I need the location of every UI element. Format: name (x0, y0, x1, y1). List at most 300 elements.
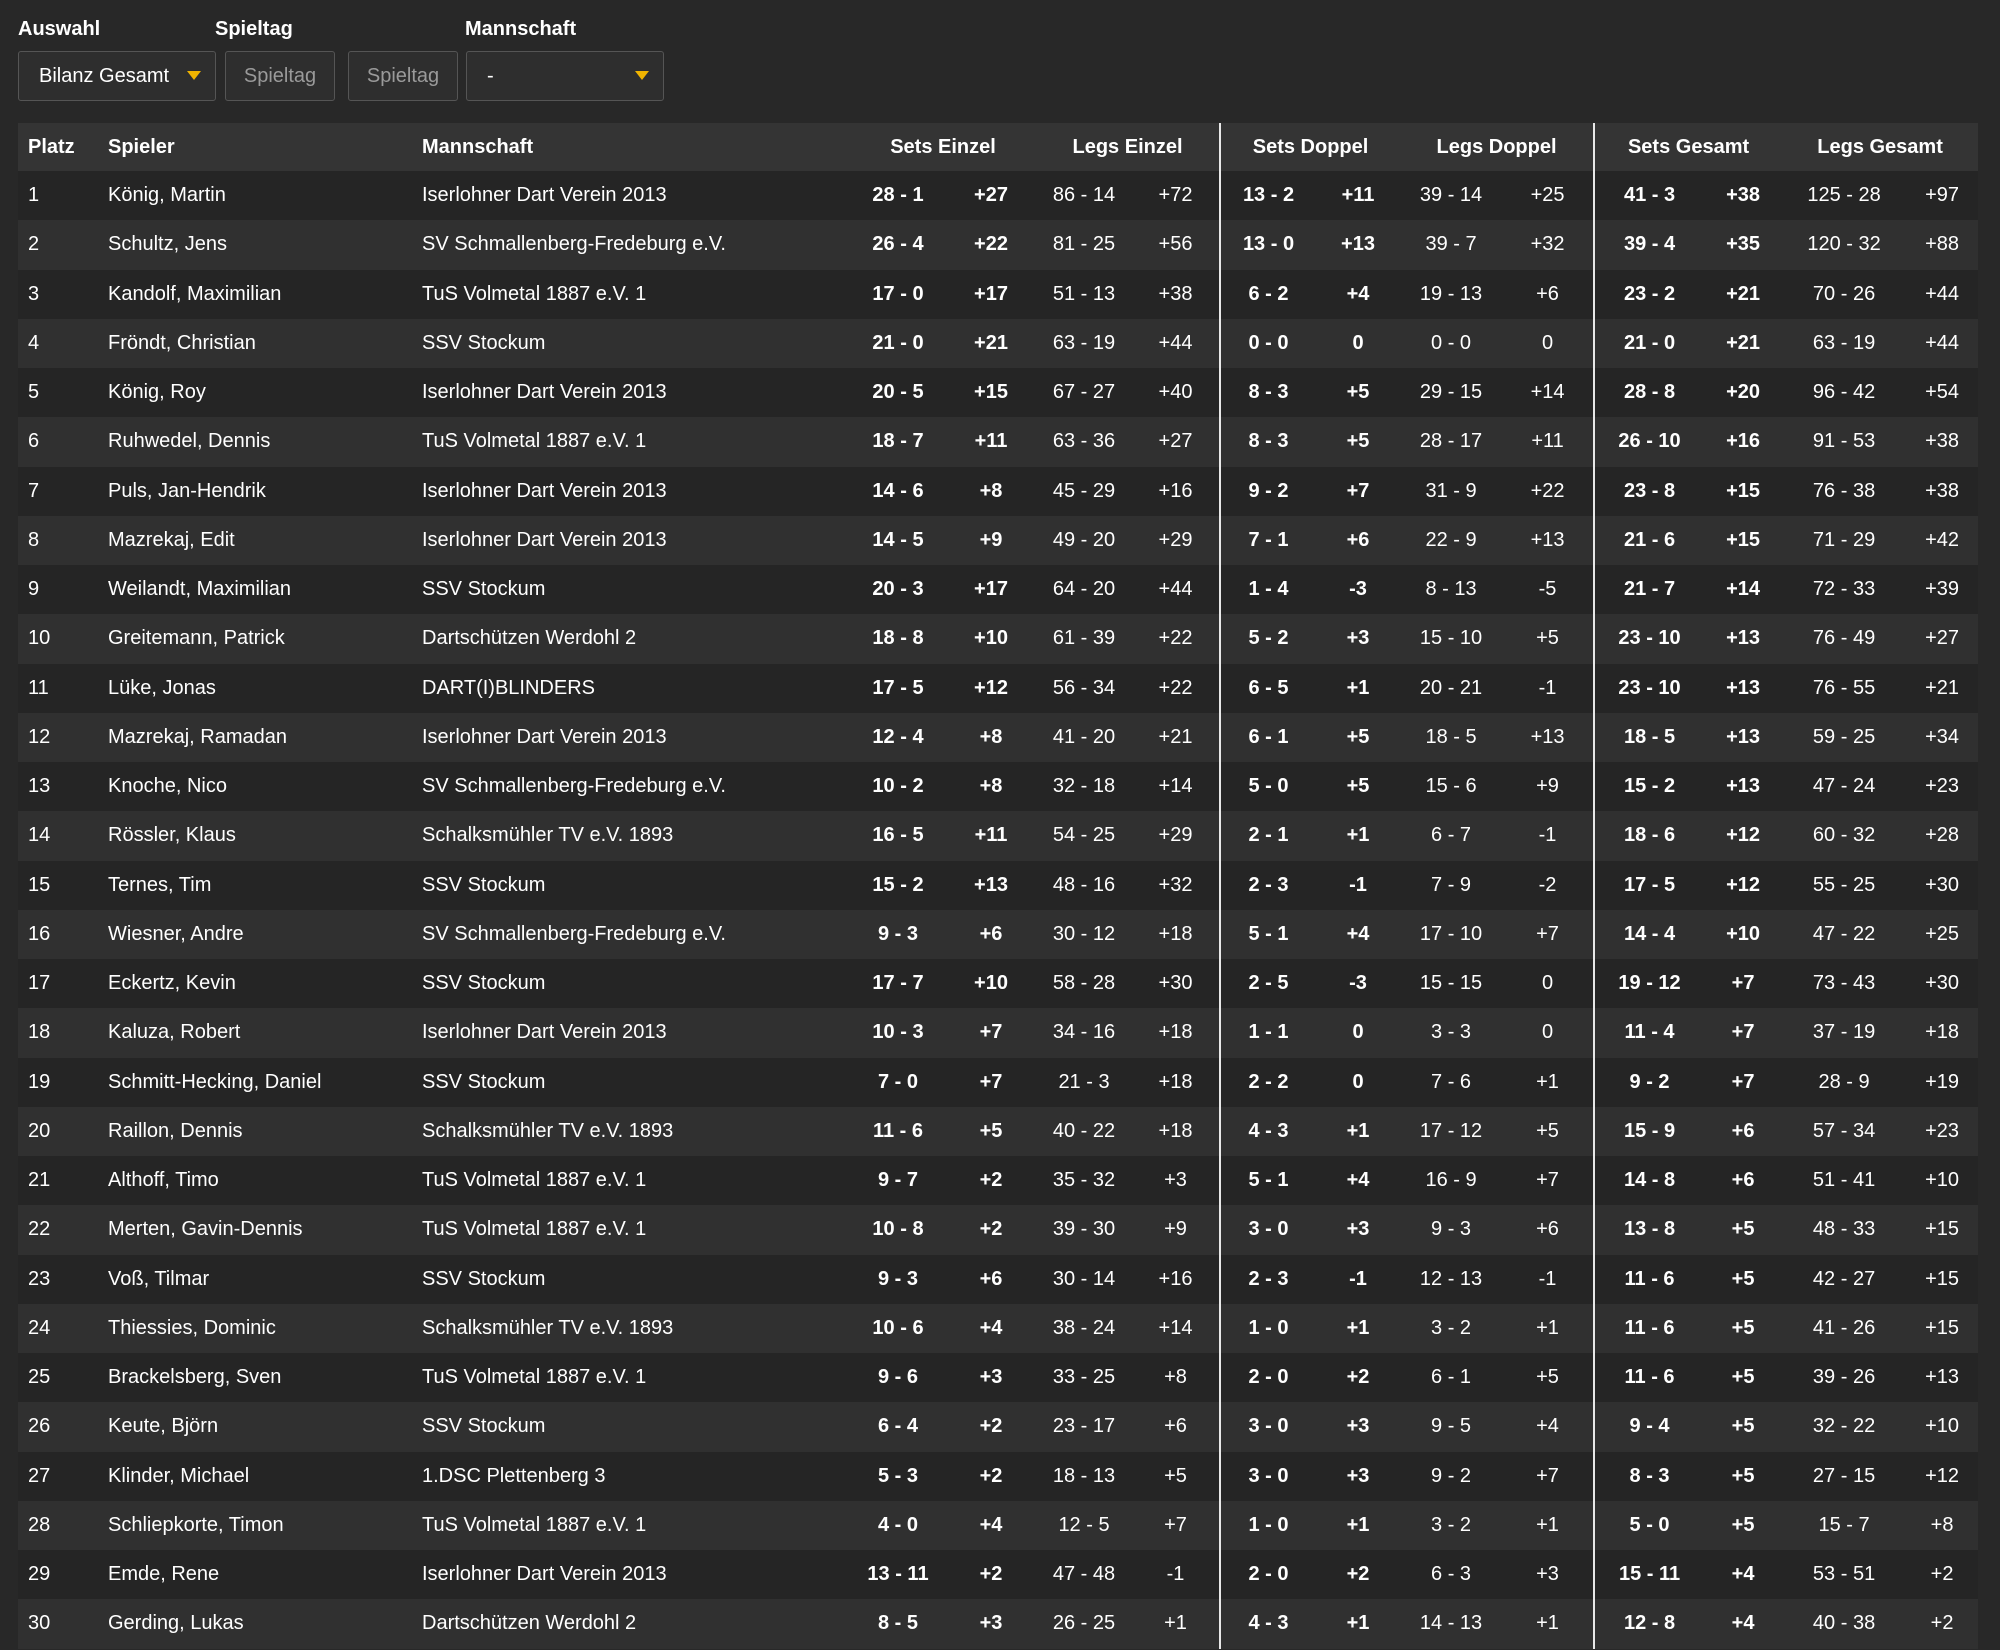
cell-sets-einzel-diff: +21 (974, 331, 1008, 354)
table-row[interactable] (18, 1008, 1978, 1057)
table-row[interactable] (18, 910, 1978, 959)
cell-legs-doppel: 17 - 10 (1419, 922, 1483, 945)
cell-legs-einzel: 32 - 18 (1052, 775, 1116, 798)
cell-sets-gesamt: 23 - 8 (1594, 467, 1704, 516)
cell-sets-gesamt-diff: +15 (1726, 528, 1761, 551)
cell-legs-gesamt-diff: +39 (1925, 578, 1960, 601)
cell-sets-doppel: 7 - 1 (1220, 516, 1316, 565)
cell-spieler: Greitemann, Patrick (108, 627, 285, 650)
cell-legs-doppel-diff: +25 (1530, 184, 1565, 207)
table-row[interactable] (18, 319, 1978, 368)
cell-sets-gesamt: 11 - 6 (1594, 1255, 1704, 1304)
cell-legs-doppel-diff: +13 (1530, 725, 1565, 748)
cell-legs-gesamt: 42 - 27 (1812, 1267, 1876, 1290)
cell-legs-doppel-diff: -2 (1538, 873, 1557, 896)
cell-sets-doppel-diff: +3 (1346, 627, 1370, 650)
cell-sets-doppel-diff: 0 (1352, 331, 1364, 354)
cell-legs-doppel-diff: 0 (1541, 331, 1554, 354)
cell-sets-einzel: 11 - 6 (872, 1119, 924, 1142)
chevron-down-icon (635, 71, 649, 80)
cell-sets-doppel: 2 - 5 (1220, 959, 1316, 1008)
cell-legs-einzel: 39 - 30 (1052, 1218, 1116, 1241)
cell-legs-einzel-diff: +38 (1158, 282, 1193, 305)
cell-legs-gesamt: 28 - 9 (1818, 1070, 1870, 1093)
cell-sets-gesamt-diff: +5 (1731, 1366, 1755, 1389)
cell-sets-einzel-diff: +17 (974, 578, 1008, 601)
cell-legs-doppel: 29 - 15 (1419, 381, 1483, 404)
cell-legs-einzel-diff: +29 (1158, 528, 1193, 551)
cell-sets-einzel: 5 - 3 (877, 1464, 919, 1487)
cell-legs-einzel: 67 - 27 (1052, 381, 1116, 404)
cell-legs-einzel-diff: +44 (1158, 331, 1193, 354)
cell-mannschaft: TuS Volmetal 1887 e.V. 1 (422, 282, 647, 305)
cell-legs-einzel-diff: +29 (1158, 824, 1193, 847)
cell-sets-gesamt: 39 - 4 (1594, 220, 1704, 269)
cell-legs-gesamt: 63 - 19 (1812, 331, 1876, 354)
table-row[interactable] (18, 811, 1978, 860)
cell-mannschaft: SV Schmallenberg-Fredeburg e.V. (422, 922, 726, 945)
cell-sets-einzel: 14 - 6 (872, 479, 924, 502)
cell-sets-einzel-diff: +17 (974, 282, 1008, 305)
cell-platz: 21 (28, 1169, 51, 1192)
cell-spieler: Rössler, Klaus (108, 824, 236, 847)
cell-platz: 30 (28, 1612, 51, 1635)
table-row[interactable] (18, 1156, 1978, 1205)
cell-spieler: Thiessies, Dominic (108, 1316, 276, 1339)
cell-platz: 4 (28, 331, 40, 354)
cell-legs-einzel-diff: +18 (1158, 1070, 1193, 1093)
cell-spieler: Lüke, Jonas (108, 676, 216, 699)
cell-sets-doppel-diff: -3 (1349, 578, 1367, 601)
cell-legs-doppel-diff: +14 (1530, 381, 1565, 404)
cell-sets-doppel-diff: +3 (1346, 1218, 1370, 1241)
cell-mannschaft: 1.DSC Plettenberg 3 (422, 1464, 606, 1487)
cell-legs-einzel-diff: +40 (1158, 381, 1193, 404)
cell-sets-doppel: 8 - 3 (1220, 417, 1316, 466)
cell-sets-doppel-diff: +3 (1346, 1415, 1370, 1438)
cell-legs-doppel-diff: +5 (1536, 627, 1559, 650)
cell-legs-doppel: 3 - 2 (1431, 1316, 1472, 1339)
cell-legs-doppel: 20 - 21 (1419, 676, 1483, 699)
cell-legs-gesamt-diff: +19 (1925, 1070, 1960, 1093)
table-row[interactable] (18, 1501, 1978, 1550)
spieltag-to-input[interactable] (348, 51, 458, 101)
table-row[interactable] (18, 270, 1978, 319)
cell-mannschaft: TuS Volmetal 1887 e.V. 1 (422, 1513, 647, 1536)
cell-sets-doppel-diff: +1 (1346, 1612, 1370, 1635)
cell-legs-gesamt-diff: +12 (1925, 1464, 1960, 1487)
cell-sets-doppel-diff: +5 (1346, 381, 1370, 404)
cell-sets-gesamt-diff: +13 (1726, 676, 1761, 699)
cell-legs-gesamt: 72 - 33 (1812, 578, 1876, 601)
cell-sets-einzel-diff: +6 (979, 922, 1003, 945)
cell-platz: 15 (28, 873, 51, 896)
cell-sets-einzel: 21 - 0 (872, 331, 924, 354)
cell-sets-einzel: 18 - 8 (872, 627, 924, 650)
cell-legs-gesamt-diff: +8 (1930, 1513, 1954, 1536)
cell-sets-gesamt: 13 - 8 (1594, 1205, 1704, 1254)
table-row[interactable] (18, 516, 1978, 565)
cell-legs-doppel: 9 - 3 (1431, 1218, 1472, 1241)
cell-sets-doppel-diff: +2 (1346, 1563, 1370, 1586)
header-legs-einzel[interactable]: Legs Einzel (1072, 135, 1183, 158)
cell-sets-gesamt: 14 - 4 (1594, 910, 1704, 959)
auswahl-label: Auswahl (18, 18, 101, 40)
cell-platz: 1 (28, 184, 40, 207)
cell-sets-doppel: 2 - 3 (1220, 1255, 1316, 1304)
cell-legs-doppel: 31 - 9 (1425, 479, 1477, 502)
table-row[interactable] (18, 467, 1978, 516)
cell-mannschaft: Schalksmühler TV e.V. 1893 (422, 824, 674, 847)
cell-sets-einzel-diff: +6 (979, 1267, 1003, 1290)
cell-sets-gesamt-diff: +4 (1731, 1612, 1755, 1635)
header-sets-einzel[interactable]: Sets Einzel (890, 135, 996, 158)
cell-sets-gesamt: 23 - 2 (1594, 270, 1704, 319)
cell-legs-einzel: 30 - 12 (1052, 922, 1116, 945)
chevron-down-icon (187, 71, 201, 80)
cell-mannschaft: SSV Stockum (422, 331, 546, 354)
cell-legs-einzel: 18 - 13 (1052, 1464, 1116, 1487)
cell-mannschaft: SV Schmallenberg-Fredeburg e.V. (422, 775, 726, 798)
cell-legs-einzel: 40 - 22 (1052, 1119, 1116, 1142)
cell-sets-doppel: 2 - 1 (1220, 811, 1316, 860)
cell-sets-doppel: 3 - 0 (1220, 1402, 1316, 1451)
table-row[interactable] (18, 1353, 1978, 1402)
cell-legs-doppel: 12 - 13 (1419, 1267, 1483, 1290)
cell-sets-gesamt-diff: +20 (1726, 381, 1761, 404)
cell-legs-einzel-diff: +21 (1158, 725, 1193, 748)
mannschaft-select[interactable] (466, 51, 664, 101)
cell-sets-einzel: 20 - 5 (872, 381, 924, 404)
cell-sets-gesamt-diff: +12 (1726, 873, 1761, 896)
cell-sets-gesamt-diff: +7 (1731, 972, 1755, 995)
cell-sets-einzel-diff: +2 (979, 1218, 1003, 1241)
cell-legs-gesamt: 40 - 38 (1812, 1612, 1876, 1635)
cell-legs-doppel: 7 - 6 (1431, 1070, 1472, 1093)
cell-mannschaft: SSV Stockum (422, 1267, 546, 1290)
header-sets-gesamt[interactable]: Sets Gesamt (1594, 123, 1782, 171)
cell-legs-einzel: 34 - 16 (1052, 1021, 1116, 1044)
cell-legs-gesamt: 91 - 53 (1812, 430, 1876, 453)
cell-sets-doppel: 4 - 3 (1220, 1107, 1316, 1156)
cell-sets-doppel-diff: +5 (1346, 430, 1370, 453)
cell-spieler: Merten, Gavin-Dennis (108, 1218, 303, 1241)
cell-spieler: Brackelsberg, Sven (108, 1366, 282, 1389)
cell-legs-einzel: 63 - 19 (1052, 331, 1116, 354)
table-row[interactable] (18, 220, 1978, 269)
cell-platz: 5 (28, 381, 40, 404)
cell-sets-gesamt: 9 - 2 (1594, 1058, 1704, 1107)
cell-legs-einzel-diff: +16 (1158, 479, 1193, 502)
cell-legs-einzel: 33 - 25 (1052, 1366, 1116, 1389)
cell-spieler: Ruhwedel, Dennis (108, 430, 271, 453)
header-platz[interactable]: Platz (28, 135, 75, 158)
cell-legs-doppel: 19 - 13 (1419, 282, 1483, 305)
cell-sets-doppel: 2 - 2 (1220, 1058, 1316, 1107)
cell-sets-einzel-diff: +13 (974, 873, 1008, 896)
table-row[interactable] (18, 762, 1978, 811)
cell-sets-doppel: 5 - 2 (1220, 614, 1316, 663)
cell-legs-gesamt: 47 - 22 (1812, 922, 1876, 945)
cell-legs-einzel-diff: +16 (1158, 1267, 1193, 1290)
table-row[interactable] (18, 1550, 1978, 1599)
cell-sets-einzel-diff: +8 (979, 775, 1003, 798)
spieltag-from-input[interactable] (225, 51, 335, 101)
cell-legs-einzel-diff: +5 (1164, 1464, 1187, 1487)
cell-sets-doppel: 5 - 0 (1220, 762, 1316, 811)
cell-legs-einzel-diff: -1 (1166, 1563, 1185, 1586)
table-row[interactable] (18, 1452, 1978, 1501)
table-row[interactable] (18, 959, 1978, 1008)
cell-spieler: König, Martin (108, 184, 226, 207)
cell-legs-einzel-diff: +72 (1158, 184, 1193, 207)
cell-sets-gesamt: 21 - 6 (1594, 516, 1704, 565)
cell-legs-doppel-diff: +7 (1536, 1169, 1559, 1192)
cell-sets-gesamt-diff: +13 (1726, 775, 1761, 798)
cell-sets-einzel: 6 - 4 (877, 1415, 919, 1438)
cell-legs-gesamt: 41 - 26 (1812, 1316, 1876, 1339)
cell-sets-einzel: 26 - 4 (872, 233, 924, 256)
cell-platz: 11 (28, 676, 49, 699)
cell-spieler: Kandolf, Maximilian (108, 282, 282, 305)
cell-legs-einzel-diff: +18 (1158, 1021, 1193, 1044)
cell-legs-einzel: 56 - 34 (1052, 676, 1116, 699)
cell-legs-einzel: 49 - 20 (1052, 528, 1116, 551)
table-row[interactable] (18, 417, 1978, 466)
cell-sets-gesamt-diff: +5 (1731, 1316, 1755, 1339)
cell-legs-einzel: 35 - 32 (1052, 1169, 1116, 1192)
cell-legs-gesamt: 70 - 26 (1812, 282, 1876, 305)
cell-legs-doppel-diff: +32 (1530, 233, 1565, 256)
cell-legs-einzel: 63 - 36 (1052, 430, 1116, 453)
cell-sets-einzel-diff: +10 (974, 627, 1008, 650)
cell-sets-gesamt-diff: +13 (1726, 725, 1761, 748)
cell-legs-gesamt-diff: +34 (1925, 725, 1960, 748)
table-row[interactable] (18, 368, 1978, 417)
cell-legs-doppel-diff: +13 (1530, 528, 1565, 551)
cell-sets-doppel-diff: +13 (1341, 233, 1375, 256)
table-row[interactable] (18, 614, 1978, 663)
cell-sets-einzel: 10 - 8 (872, 1218, 924, 1241)
cell-sets-doppel: 5 - 1 (1220, 910, 1316, 959)
cell-sets-einzel: 9 - 3 (877, 922, 919, 945)
cell-legs-doppel-diff: -5 (1538, 578, 1557, 601)
cell-legs-gesamt-diff: +97 (1925, 184, 1960, 207)
cell-mannschaft: SSV Stockum (422, 578, 546, 601)
cell-sets-einzel: 12 - 4 (872, 725, 924, 748)
cell-legs-gesamt: 27 - 15 (1812, 1464, 1876, 1487)
cell-legs-doppel: 8 - 13 (1425, 578, 1477, 601)
cell-platz: 29 (28, 1563, 51, 1586)
cell-legs-gesamt-diff: +10 (1925, 1415, 1960, 1438)
cell-sets-doppel: 6 - 1 (1220, 713, 1316, 762)
cell-spieler: König, Roy (108, 381, 206, 404)
cell-legs-gesamt: 39 - 26 (1812, 1366, 1876, 1389)
cell-legs-gesamt: 76 - 38 (1812, 479, 1876, 502)
cell-legs-einzel: 12 - 5 (1058, 1513, 1110, 1536)
cell-legs-einzel-diff: +14 (1158, 1316, 1193, 1339)
cell-legs-gesamt-diff: +15 (1925, 1218, 1960, 1241)
cell-sets-doppel-diff: +1 (1346, 1513, 1370, 1536)
cell-legs-doppel: 3 - 3 (1431, 1021, 1472, 1044)
cell-sets-einzel-diff: +5 (979, 1119, 1003, 1142)
cell-sets-einzel: 9 - 6 (877, 1366, 919, 1389)
cell-legs-einzel: 58 - 28 (1052, 972, 1116, 995)
cell-legs-gesamt-diff: +2 (1930, 1563, 1954, 1586)
cell-sets-doppel: 9 - 2 (1220, 467, 1316, 516)
cell-sets-einzel: 13 - 11 (867, 1563, 929, 1586)
table-row[interactable] (18, 1402, 1978, 1451)
cell-mannschaft: Iserlohner Dart Verein 2013 (422, 184, 667, 207)
table-row[interactable] (18, 565, 1978, 614)
cell-sets-einzel-diff: +9 (979, 528, 1003, 551)
table-row[interactable] (18, 171, 1978, 220)
cell-legs-doppel: 6 - 1 (1431, 1366, 1472, 1389)
header-spieler[interactable]: Spieler (108, 135, 175, 158)
cell-sets-gesamt: 41 - 3 (1594, 171, 1704, 220)
cell-spieler: Eckertz, Kevin (108, 972, 236, 995)
cell-sets-doppel: 3 - 0 (1220, 1452, 1316, 1501)
cell-legs-doppel-diff: +3 (1536, 1563, 1559, 1586)
cell-sets-einzel: 10 - 2 (872, 775, 924, 798)
cell-sets-einzel: 17 - 5 (872, 676, 924, 699)
cell-legs-einzel: 64 - 20 (1052, 578, 1116, 601)
cell-legs-gesamt-diff: +10 (1925, 1169, 1960, 1192)
cell-spieler: Schultz, Jens (108, 233, 227, 256)
cell-sets-doppel-diff: -1 (1349, 873, 1367, 896)
cell-legs-einzel: 47 - 48 (1052, 1563, 1116, 1586)
cell-sets-einzel-diff: +7 (979, 1021, 1003, 1044)
cell-sets-doppel-diff: -1 (1349, 1267, 1367, 1290)
cell-legs-einzel-diff: +30 (1158, 972, 1193, 995)
cell-legs-gesamt-diff: +28 (1925, 824, 1960, 847)
table-row[interactable] (18, 861, 1978, 910)
cell-legs-gesamt-diff: +25 (1925, 922, 1960, 945)
cell-sets-gesamt: 18 - 6 (1594, 811, 1704, 860)
header-legs-doppel[interactable]: Legs Doppel (1436, 135, 1557, 158)
cell-sets-gesamt-diff: +5 (1731, 1415, 1755, 1438)
cell-sets-gesamt-diff: +7 (1731, 1070, 1755, 1093)
header-legs-gesamt[interactable]: Legs Gesamt (1817, 135, 1943, 158)
cell-platz: 28 (28, 1513, 51, 1536)
cell-sets-doppel-diff: 0 (1352, 1021, 1364, 1044)
cell-sets-einzel-diff: +3 (979, 1366, 1003, 1389)
cell-sets-gesamt: 23 - 10 (1594, 664, 1704, 713)
cell-platz: 3 (28, 282, 40, 305)
cell-legs-doppel-diff: +1 (1536, 1316, 1559, 1339)
table-row[interactable] (18, 1599, 1978, 1648)
cell-sets-doppel: 8 - 3 (1220, 368, 1316, 417)
cell-sets-gesamt: 17 - 5 (1594, 861, 1704, 910)
cell-legs-doppel-diff: +6 (1536, 282, 1559, 305)
cell-mannschaft: SV Schmallenberg-Fredeburg e.V. (422, 233, 726, 256)
cell-sets-doppel-diff: +4 (1346, 1169, 1370, 1192)
cell-legs-einzel: 45 - 29 (1052, 479, 1116, 502)
cell-legs-doppel: 6 - 3 (1431, 1563, 1472, 1586)
cell-spieler: Weilandt, Maximilian (108, 578, 292, 601)
cell-platz: 27 (28, 1464, 51, 1487)
cell-sets-einzel: 17 - 0 (872, 282, 924, 305)
cell-mannschaft: Schalksmühler TV e.V. 1893 (422, 1316, 674, 1339)
cell-legs-doppel: 6 - 7 (1431, 824, 1472, 847)
cell-sets-gesamt: 11 - 4 (1594, 1008, 1704, 1057)
cell-platz: 13 (28, 775, 51, 798)
cell-sets-gesamt-diff: +5 (1731, 1513, 1755, 1536)
cell-sets-einzel-diff: +4 (979, 1316, 1003, 1339)
cell-mannschaft: Iserlohner Dart Verein 2013 (422, 381, 667, 404)
cell-sets-einzel-diff: +8 (979, 479, 1003, 502)
cell-sets-einzel-diff: +10 (974, 972, 1008, 995)
cell-legs-einzel: 48 - 16 (1052, 873, 1116, 896)
table-row[interactable] (18, 1205, 1978, 1254)
cell-platz: 26 (28, 1415, 51, 1438)
cell-legs-einzel: 51 - 13 (1052, 282, 1116, 305)
table-row[interactable] (18, 1304, 1978, 1353)
cell-legs-einzel-diff: +14 (1158, 775, 1193, 798)
cell-sets-gesamt-diff: +38 (1726, 184, 1761, 207)
table-row[interactable] (18, 713, 1978, 762)
cell-legs-einzel-diff: +22 (1158, 627, 1193, 650)
auswahl-select[interactable] (18, 51, 216, 101)
cell-sets-einzel-diff: +22 (974, 233, 1008, 256)
cell-legs-gesamt-diff: +2 (1930, 1612, 1954, 1635)
cell-sets-gesamt: 18 - 5 (1594, 713, 1704, 762)
cell-platz: 20 (28, 1119, 51, 1142)
table-body (18, 171, 1978, 1649)
cell-sets-einzel-diff: +11 (974, 824, 1008, 847)
cell-platz: 23 (28, 1267, 51, 1290)
cell-legs-einzel: 26 - 25 (1052, 1612, 1116, 1635)
cell-sets-einzel-diff: +27 (974, 184, 1008, 207)
cell-sets-gesamt-diff: +5 (1731, 1218, 1755, 1241)
table-row[interactable] (18, 1058, 1978, 1107)
cell-sets-doppel: 2 - 0 (1220, 1353, 1316, 1402)
cell-sets-gesamt: 19 - 12 (1594, 959, 1704, 1008)
cell-spieler: Schliepkorte, Timon (108, 1513, 284, 1536)
cell-legs-gesamt-diff: +13 (1925, 1366, 1960, 1389)
cell-legs-gesamt-diff: +27 (1925, 627, 1960, 650)
cell-sets-einzel-diff: +12 (974, 676, 1008, 699)
cell-legs-doppel-diff: -1 (1538, 676, 1557, 699)
cell-legs-gesamt: 60 - 32 (1812, 824, 1876, 847)
header-mannschaft[interactable]: Mannschaft (422, 135, 534, 158)
cell-sets-gesamt-diff: +12 (1726, 824, 1761, 847)
cell-legs-doppel-diff: -1 (1538, 1267, 1557, 1290)
cell-sets-doppel-diff: +1 (1346, 1119, 1370, 1142)
table-row[interactable] (18, 664, 1978, 713)
cell-sets-doppel-diff: +3 (1346, 1464, 1370, 1487)
cell-legs-einzel: 61 - 39 (1052, 627, 1116, 650)
table-row[interactable] (18, 1255, 1978, 1304)
cell-legs-einzel: 41 - 20 (1052, 725, 1116, 748)
cell-platz: 25 (28, 1366, 51, 1389)
table-row[interactable] (18, 1107, 1978, 1156)
cell-legs-gesamt: 48 - 33 (1812, 1218, 1876, 1241)
cell-legs-gesamt-diff: +88 (1925, 233, 1960, 256)
mannschaft-selected-value: - (487, 64, 494, 87)
cell-legs-gesamt: 51 - 41 (1812, 1169, 1876, 1192)
spieltag-label: Spieltag (215, 18, 293, 40)
auswahl-selected-value: Bilanz Gesamt (39, 64, 170, 87)
cell-legs-doppel-diff: +5 (1536, 1119, 1559, 1142)
spieltag-to-placeholder: Spieltag (366, 64, 440, 87)
cell-sets-einzel: 28 - 1 (872, 184, 924, 207)
cell-mannschaft: TuS Volmetal 1887 e.V. 1 (422, 1366, 647, 1389)
cell-sets-gesamt: 15 - 2 (1594, 762, 1704, 811)
header-sets-doppel[interactable]: Sets Doppel (1220, 123, 1400, 171)
cell-sets-doppel-diff: +2 (1346, 1366, 1370, 1389)
cell-legs-doppel: 9 - 5 (1431, 1415, 1472, 1438)
